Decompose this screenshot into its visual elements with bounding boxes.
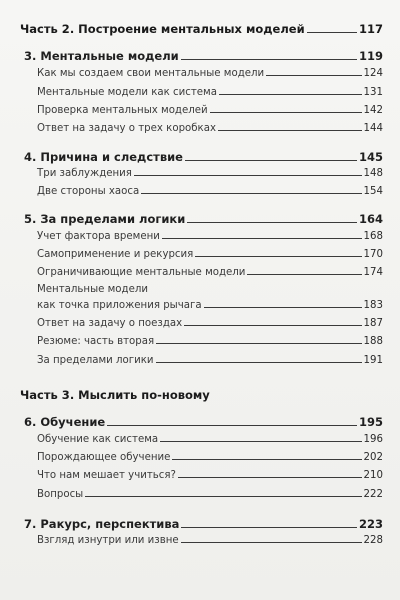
dot-leader — [107, 425, 357, 426]
dot-leader — [187, 222, 357, 223]
toc-part-3 — [20, 388, 383, 402]
toc-entry-title: Что нам мешает учиться? — [37, 470, 176, 481]
toc-entry-title: Обучение как система — [37, 434, 159, 445]
toc-page-number: 145 — [358, 150, 383, 164]
toc-page-number: 124 — [363, 68, 383, 79]
toc-page-number: 170 — [363, 249, 383, 260]
dot-leader — [181, 527, 357, 528]
toc-page-number: 174 — [363, 267, 383, 278]
toc-entry-title: Две стороны хаоса — [37, 186, 140, 197]
dot-leader — [172, 459, 361, 460]
toc-subsection — [37, 68, 383, 79]
toc-page-number: 142 — [363, 105, 383, 116]
dot-leader — [185, 160, 357, 161]
toc-entry-title: Порождающее обучение — [37, 452, 171, 463]
toc-page-number: 119 — [358, 49, 383, 63]
dot-leader — [307, 32, 357, 33]
toc-entry-title: Проверка ментальных моделей — [37, 105, 208, 116]
toc-page-number: 164 — [358, 212, 383, 226]
toc-page-number: 195 — [358, 415, 383, 429]
toc-subsection — [37, 470, 383, 481]
dot-leader — [204, 307, 362, 308]
dot-leader — [162, 238, 362, 239]
toc-page-number: 223 — [358, 517, 383, 531]
toc-part-2 — [20, 22, 383, 36]
toc-page-number: 154 — [363, 186, 383, 197]
toc-entry-title: Взгляд изнутри или извне — [37, 535, 179, 546]
toc-subsection — [37, 123, 383, 134]
toc-chapter-3 — [24, 49, 383, 63]
dot-leader — [156, 343, 361, 344]
toc-page-number: 191 — [363, 355, 383, 366]
toc-chapter-5 — [24, 212, 383, 226]
toc-page-number: 131 — [363, 87, 383, 98]
toc-page-number: 168 — [363, 231, 383, 242]
toc-chapter-7 — [24, 517, 383, 531]
toc-subsection — [37, 105, 383, 116]
toc-entry-title: Ответ на задачу о трех коробках — [37, 123, 216, 134]
toc-page-number: 202 — [363, 452, 383, 463]
toc-page-number: 196 — [363, 434, 383, 445]
toc-subsection — [37, 489, 383, 500]
toc-entry-title: Ограничивающие ментальные модели — [37, 267, 246, 278]
toc-subsection — [37, 231, 383, 242]
dot-leader — [181, 59, 357, 60]
toc-subsection — [37, 87, 383, 98]
toc-subsection — [37, 284, 383, 295]
toc-entry-title: Ментальные модели как система — [37, 87, 217, 98]
toc-entry-title: Часть 2. Построение ментальных моделей — [20, 22, 305, 36]
dot-leader — [160, 441, 361, 442]
dot-leader — [181, 542, 362, 543]
toc-page-number: 222 — [363, 489, 383, 500]
toc-entry-title: Учет фактора времени — [37, 231, 160, 242]
toc-entry-title: Три заблуждения — [37, 168, 132, 179]
toc-entry-title: За пределами логики — [37, 355, 154, 366]
toc-entry-title: Как мы создаем свои ментальные модели — [37, 68, 265, 79]
dot-leader — [178, 477, 362, 478]
dot-leader — [134, 175, 362, 176]
toc-entry-title: Ответ на задачу о поездах — [37, 318, 183, 329]
toc-subsection — [37, 300, 383, 311]
toc-page-number: 210 — [363, 470, 383, 481]
toc-page-number: 188 — [363, 336, 383, 347]
dot-leader — [247, 274, 361, 275]
toc-entry-title: Самоприменение и рекурсия — [37, 249, 194, 260]
toc-subsection — [37, 267, 383, 278]
toc-page-number: 117 — [358, 22, 383, 36]
dot-leader — [156, 362, 362, 363]
toc-subsection — [37, 249, 383, 260]
toc-entry-title: Вопросы — [37, 489, 84, 500]
toc-chapter-4 — [24, 150, 383, 164]
dot-leader — [141, 193, 361, 194]
dot-leader — [85, 496, 361, 497]
toc-subsection — [37, 535, 383, 546]
toc-subsection — [37, 434, 383, 445]
toc-page-number: 144 — [363, 123, 383, 134]
toc-entry-title: 4. Причина и следствие — [24, 150, 183, 164]
dot-leader — [266, 75, 361, 76]
toc-chapter-6 — [24, 415, 383, 429]
toc-subsection — [37, 355, 383, 366]
toc-entry-title: 3. Ментальные модели — [24, 49, 179, 63]
toc-entry-title: 5. За пределами логики — [24, 212, 186, 226]
toc-subsection — [37, 318, 383, 329]
toc-page-number: 148 — [363, 168, 383, 179]
dot-leader — [210, 112, 362, 113]
dot-leader — [184, 325, 361, 326]
toc-subsection — [37, 186, 383, 197]
toc-subsection — [37, 168, 383, 179]
toc-page-number: 187 — [363, 318, 383, 329]
toc-entry-title: Резюме: часть вторая — [37, 336, 155, 347]
toc-entry-title: Часть 3. Мыслить по-новому — [20, 388, 210, 402]
toc-entry-title: 6. Обучение — [24, 415, 106, 429]
toc-page-number: 183 — [363, 300, 383, 311]
toc-subsection — [37, 452, 383, 463]
toc-entry-title: Ментальные модели — [37, 284, 148, 295]
dot-leader — [218, 130, 362, 131]
dot-leader — [195, 256, 361, 257]
toc-entry-title: 7. Ракурс, перспектива — [24, 517, 180, 531]
dot-leader — [219, 94, 362, 95]
toc-entry-title: как точка приложения рычага — [37, 300, 202, 311]
toc-page-number: 228 — [363, 535, 383, 546]
toc-subsection — [37, 336, 383, 347]
